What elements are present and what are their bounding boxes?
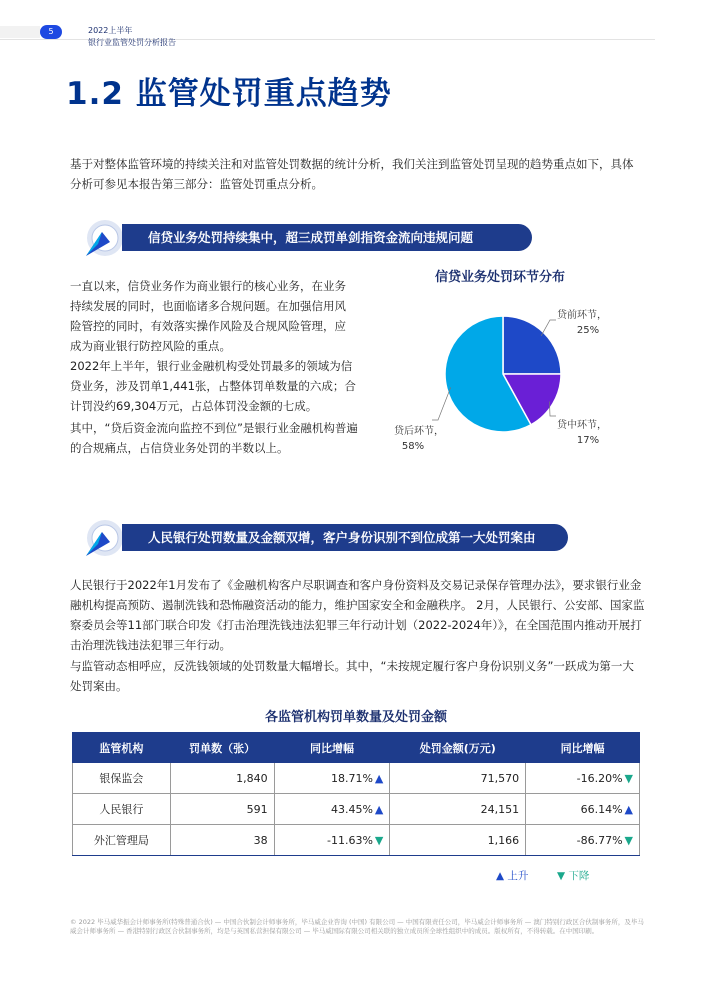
- column-header: 同比增幅: [274, 733, 390, 763]
- up-arrow-icon: ▲: [496, 870, 505, 882]
- cell-count: 38: [170, 825, 274, 856]
- pie-label-post-loan: 贷后环节， 58%: [394, 426, 444, 452]
- pie-slice: [503, 316, 561, 374]
- pie-label-pre-loan: 贷前环节， 25%: [557, 310, 607, 336]
- table-title: 各监管机构罚单数量及处罚金额: [264, 710, 447, 725]
- header-report-title: 银行业监管处罚分析报告: [88, 38, 176, 47]
- cell-count: 591: [170, 794, 274, 825]
- pboc-paragraph-2: 与监管动态相呼应，反洗钱领域的处罚数量大幅增长。其中，“未按规定履行客户身份识别义务”一跃成为第一大处罚案由。: [70, 659, 634, 693]
- section-banner-credit: 信贷业务处罚持续集中，超三成罚单剑指资金流向违规问题: [122, 224, 532, 251]
- cell-count: 1,840: [170, 763, 274, 794]
- cell-amount-yoy: 66.14% ▲: [526, 794, 640, 825]
- down-arrow-icon: ▼: [374, 833, 384, 847]
- cell-count-yoy: 18.71% ▲: [274, 763, 390, 794]
- location-pin-icon: [80, 216, 126, 262]
- footer-copyright: © 2022 毕马威华振会计师事务所(特殊普通合伙) — 中国合伙制会计师事务所，毕马威企业咨询 (中国) 有限公司 — 中国有限责任公司，毕马威会计师事务所 — 澳门特别行政区合伙制事务所，及毕马威会计师事务所 — 香港特别行政区合伙制事务所，均是与英国私营担保有限公司 — 毕马威国际有限公司相关联的独立成员所全球性组织中的成员。版权所有，不得转载。在中国印刷。: [70, 918, 644, 935]
- cell-amount-yoy: -86.77% ▼: [526, 825, 640, 856]
- pie-chart-title: 信贷业务处罚环节分布: [434, 270, 565, 285]
- credit-paragraph-2: 2022年上半年，银行业金融机构受处罚最多的领域为信贷业务，涉及罚单1,441张，占整体罚单数量的六成；合计罚没约69,304万元，占总体罚没金额的七成。: [70, 359, 356, 413]
- down-arrow-icon: ▼: [624, 771, 633, 785]
- cell-amount-yoy: -16.20% ▼: [526, 763, 640, 794]
- column-header: 同比增幅: [526, 733, 640, 763]
- down-arrow-icon: ▼: [557, 870, 566, 882]
- column-header: 监管机构: [73, 733, 171, 763]
- pboc-paragraph-1: 人民银行于2022年1月发布了《金融机构客户尽职调查和客户身份资料及交易记录保存管理办法》，要求银行业金融机构提高预防、遏制洗钱和恐怖融资活动的能力，维护国家安全和金融秩序。 2月，人民银行、公安部、国家监察委员会等11部门联合印发《打击治理洗钱违法犯罪三年行动计划（2022-2024年）》，在全国范围内推动开展打击治理洗钱违法犯罪三年行动。: [70, 578, 645, 652]
- pie-label-mid-loan: 贷中环节， 17%: [557, 420, 607, 446]
- cell-amount: 1,166: [390, 825, 526, 856]
- down-arrow-icon: ▼: [624, 833, 633, 847]
- section-banner-pboc: 人民银行处罚数量及金额双增，客户身份识别不到位成第一大处罚案由: [122, 524, 568, 551]
- up-arrow-icon: ▲: [624, 802, 633, 816]
- cell-count-yoy: 43.45% ▲: [274, 794, 390, 825]
- cell-count-yoy: -11.63% ▼: [274, 825, 390, 856]
- column-header: 处罚金额(万元): [390, 733, 526, 763]
- cell-org: 外汇管理局: [73, 825, 171, 856]
- cell-org: 人民银行: [73, 794, 171, 825]
- page-number: 5: [40, 25, 62, 39]
- legend-down: ▼ 下降: [557, 870, 590, 882]
- table-header-row: [73, 733, 640, 763]
- location-pin-icon: [80, 516, 126, 562]
- cell-amount: 24,151: [390, 794, 526, 825]
- table-row: [73, 825, 640, 856]
- section-title: 1.2 监管处罚重点趋势: [66, 76, 392, 112]
- table-row: [73, 794, 640, 825]
- penalty-table: [72, 732, 640, 856]
- cell-amount: 71,570: [390, 763, 526, 794]
- legend-up: ▲ 上升: [496, 870, 529, 882]
- credit-paragraph-1: 一直以来，信贷业务作为商业银行的核心业务，在业务持续发展的同时，也面临诸多合规问题。在加强信用风险管控的同时，有效落实操作风险及合规风险管理，应成为商业银行防控风险的重点。: [70, 279, 346, 353]
- column-header: 罚单数（张）: [170, 733, 274, 763]
- credit-paragraph-3: 其中，“贷后资金流向监控不到位”是银行业金融机构普遍的合规痛点，占信贷业务处罚的半数以上。: [70, 421, 358, 455]
- up-arrow-icon: ▲: [374, 771, 384, 785]
- cell-org: 银保监会: [73, 763, 171, 794]
- intro-paragraph: 基于对整体监管环境的持续关注和对监管处罚数据的统计分析，我们关注到监管处罚呈现的趋势重点如下，具体分析可参见本报告第三部分：监管处罚重点分析。: [70, 157, 634, 191]
- header-year: 2022上半年: [88, 26, 133, 35]
- table-row: [73, 763, 640, 794]
- up-arrow-icon: ▲: [374, 802, 384, 816]
